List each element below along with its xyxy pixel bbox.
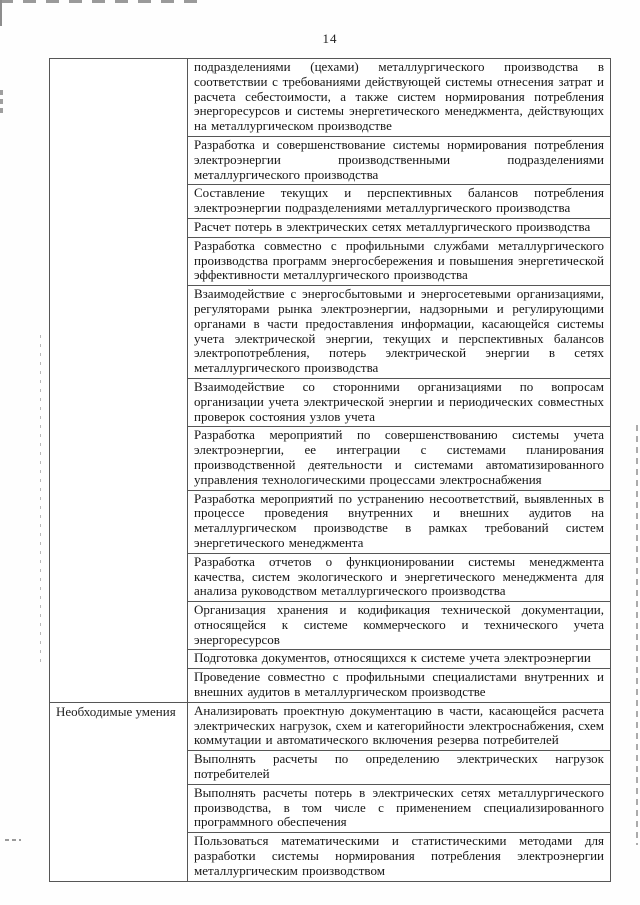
requirement-text: Проведение совместно с профильными специалистами внутренних и внешних аудитов в металлургическом производстве xyxy=(188,669,611,703)
requirement-text: Взаимодействие со сторонними организациями по вопросам организации учета электрической энергии и периодических совместных проверок состояния узлов учета xyxy=(188,378,611,426)
requirement-text: Анализировать проектную документацию в части, касающейся расчета электрических нагрузок, схем и категорийности электроснабжения, схем коммутации и автоматического включения резерва потребителей xyxy=(188,702,611,750)
scan-artifact-left-dotted-line xyxy=(40,335,41,665)
requirement-text: Пользоваться математическими и статистическими методами для разработки системы нормирования потребления электроэнергии металлургическим производством xyxy=(188,833,611,881)
professional-standard-table xyxy=(49,58,611,882)
scan-artifact-top-dashes xyxy=(0,0,203,3)
table-row xyxy=(50,702,611,750)
requirement-text: Выполнять расчеты потерь в электрических сетях металлургического производства, в том числе с применением специализированного программного обеспечения xyxy=(188,784,611,832)
scan-artifact-right-dashed-line xyxy=(636,425,638,845)
requirement-text: Разработка отчетов о функционировании системы менеджмента качества, систем экологического и энергетического менеджмента для анализа руководством металлургического производства xyxy=(188,553,611,601)
requirements-table-body xyxy=(50,59,611,882)
requirement-text: Разработка мероприятий по устранению несоответствий, выявленных в процессе проведения внутренних и внешних аудитов на металлургическом производстве в рамках требований систем энергетического менеджмента xyxy=(188,490,611,553)
requirement-text: Взаимодействие с энергосбытовыми и энергосетевыми организациями, регуляторами рынка электроэнергии, надзорными и регулирующими органами в части предоставления информации, касающейся системы учета электрической энергии, текущих и перспективных балансов электропотребления, потерь электрической энергии в сетях металлургического производства xyxy=(188,286,611,379)
requirement-text: Подготовка документов, относящихся к системе учета электроэнергии xyxy=(188,650,611,669)
scan-artifact-left-edge xyxy=(0,0,2,26)
requirement-text: подразделениями (цехами) металлургического производства в соответствии с требованиями действующей системы отнесения затрат и расчета себестоимости, а также систем нормирования потребления энергоресурсов и системы энергетического менеджмента, действующих на металлургическом производстве xyxy=(188,59,611,137)
page-number: 14 xyxy=(322,31,338,46)
requirement-text: Разработка и совершенствование системы нормирования потребления электроэнергии производственными подразделениями металлургического производства xyxy=(188,136,611,184)
requirement-text: Организация хранения и кодификация технической документации, относящейся к системе коммерческого и технического учета энергоресурсов xyxy=(188,602,611,650)
requirement-text: Разработка мероприятий по совершенствованию системы учета электроэнергии, ее интеграции с системами планирования производственной деятельности и системами автоматизированного управления технологическими процессами электроснабжения xyxy=(188,427,611,490)
requirement-text: Составление текущих и перспективных балансов потребления электроэнергии подразделениями металлургического производства xyxy=(188,185,611,219)
scan-artifact-bottom-dots xyxy=(5,839,21,841)
row-group-label: Необходимые умения xyxy=(50,702,188,881)
requirement-text: Разработка совместно с профильными службами металлургического производства программ энергосбережения и повышения энергетической эффективности металлургического производства xyxy=(188,237,611,285)
requirement-text: Расчет потерь в электрических сетях металлургического производства xyxy=(188,218,611,237)
requirement-text: Выполнять расчеты по определению электрических нагрузок потребителей xyxy=(188,751,611,785)
table-row xyxy=(50,59,611,137)
row-group-label xyxy=(50,59,188,703)
scan-artifact-left-ticks xyxy=(0,90,3,116)
